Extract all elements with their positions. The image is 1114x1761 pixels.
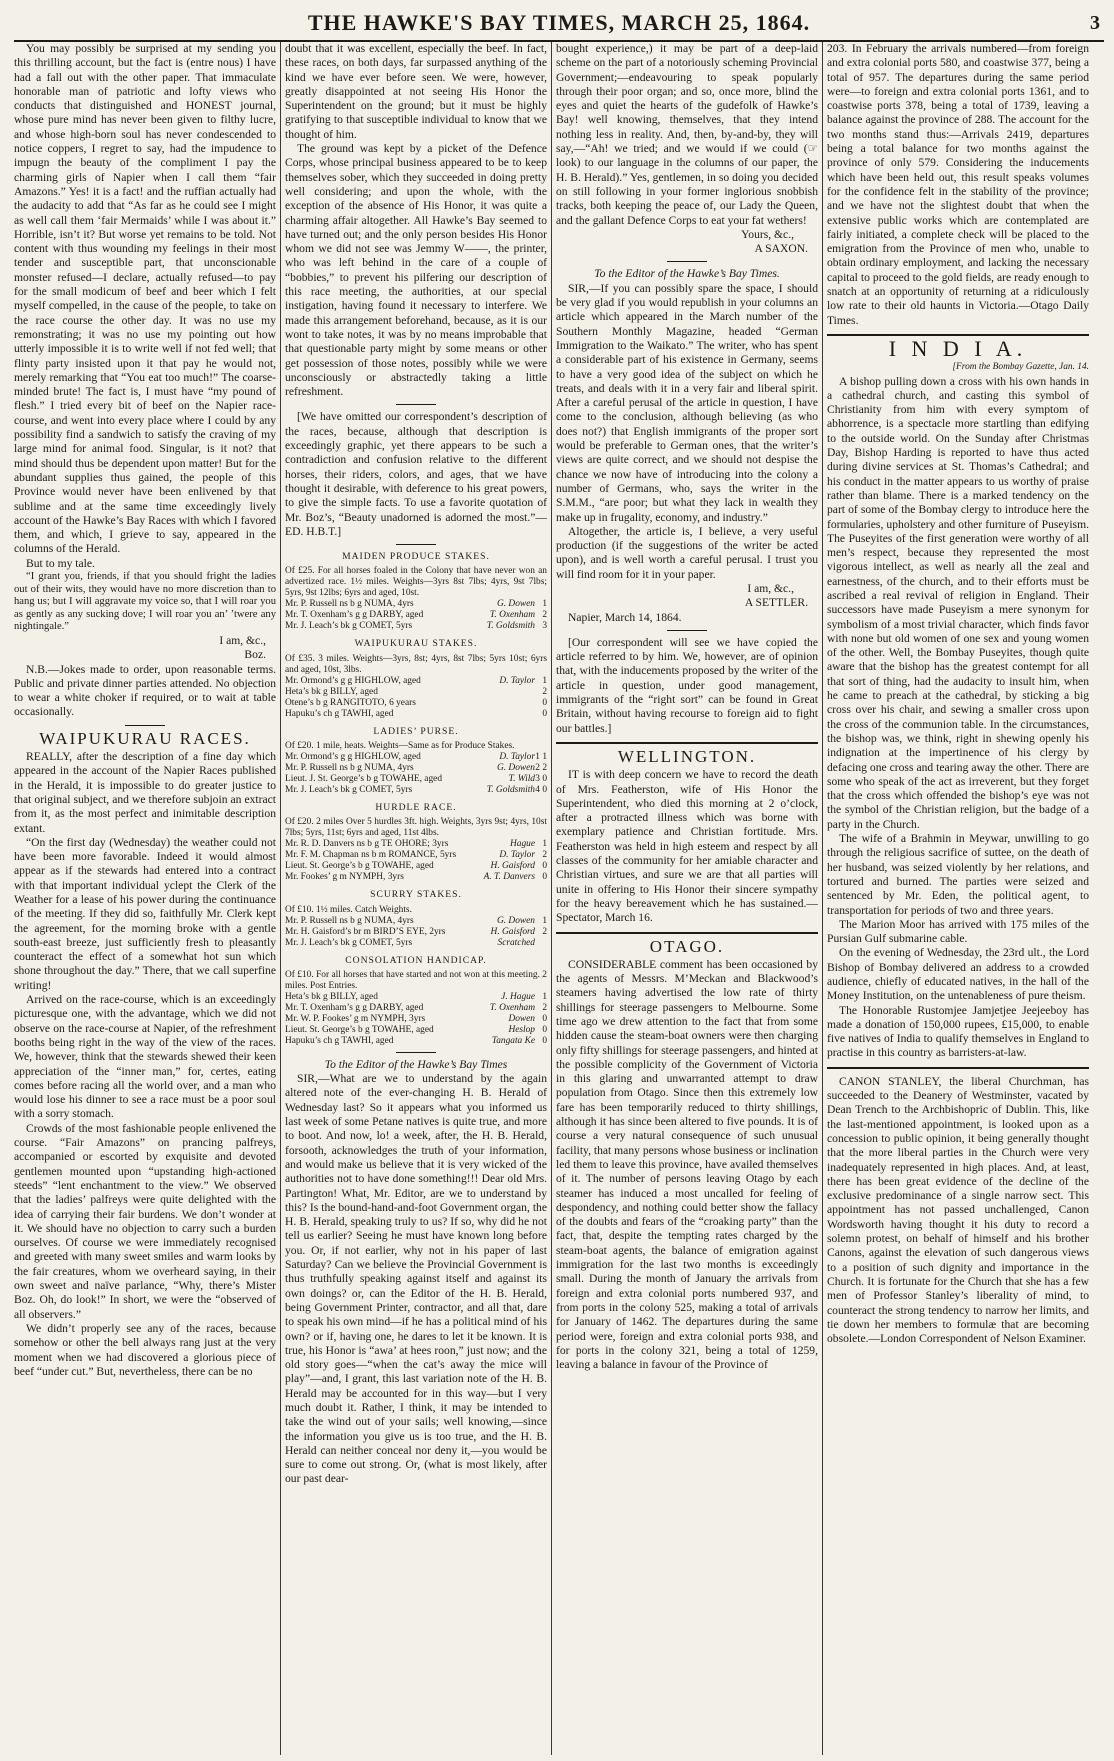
article-paragraph: CANON STANLEY, the liberal Churchman, has succeeded to the Deanery of Westminster, vacated by Dean Trench to the Archbishopric of Dublin. This, like the last-mentioned appointment, is looked upon as a concession to public opinion, it being generally thought that the more liberal parties in the Church were very inadequately represented in high places. And, at least, there has been great evidence of the decline of the exclusive predominance of a single narrow sect. This appointment has not passed unchallenged, Canon Wordsworth having thought it his duty to record a solemn protest, on behalf of himself and his brother Canons, against the elevation of such dangerous views to a position of such dignity and importance in the Church. It is fortunate for the Church that she has a few men of Professor Stanley’s liberality of mind, to counteract the strong tendency to narrow her limits, and tie down her members to formulæ that are becoming obsolete.—London Correspondent of Nelson Examiner. xyxy=(827,1074,1089,1346)
letter-signature: Boz. xyxy=(244,648,266,662)
divider xyxy=(396,544,436,545)
horse-name: Hapuku’s ch g TAWHI, aged xyxy=(285,708,394,719)
letter-paragraph: You may possibly be surprised at my sending you this thrilling account, but the fact is (entre nous) I have had a fall out with the other paper. That immaculate honorable man of patriotic and lofty views who conducts that distinguished and HONEST journal, whose pure mind has never been given to filthy lucre, and whose high-born soul has never condescended to notice coppers, I regret to say, had the impudence to impugn the beauty of the compliment I pay the charming girls of Napier when I call them “fair Amazons.” Yes! it is a fact! and the ruffian actually had the audacity to add that “As far as he could see I might as well call them ‘fair Mermaids’ while I was about it.” Horrible, isn’t it? But worse yet remains to be told. Not content with thus wounding my feelings in their most tender and susceptible part, that unconscionable monster refused—I declare, actually refused—to pay for the small modicum of beef and beer which I felt myself compelled, in the cause of the people, to take on the race course the other day. It was no use my remonstrating; it was no use my pointing out how utterly impossible it is to write well if not fed well; that flinty party insisted upon it that pay he would not, merely remarking that “You eat too much!” The coarse-minded brute! The fact is, I must have “my pound of flesh.” I tried every bit of beef on the Napier race-course, and went into every place where I could by any possibility find a sandwich to satisfy the craving of my large mind for animal food. Singular, is it not? that mind should thus be dependent upon matter! But for the abundant supplies thus gained, the people of this Province would never have been enlivened by that sublime and at the same time exceedingly lively account of the Hawke’s Bay Races with which I favored them, and which, I grieve to say, appeared in the columns of the Herald. xyxy=(14,42,276,556)
jockey-name: Tangata Ke xyxy=(491,1035,535,1046)
article-byline: [From the Bombay Gazette, Jan. 14. xyxy=(952,362,1089,373)
placing: 0 xyxy=(542,1035,547,1046)
race-entry xyxy=(285,610,547,621)
race-entry xyxy=(285,709,547,720)
letter-heading: To the Editor of the Hawke’s Bay Times. xyxy=(594,267,780,281)
race-conditions: Of £25. For all horses foaled in the Colony that have never won an advertized race. 1½ miles. Weights—3yrs 8st 7lbs; 4yrs, 9st 7lbs; 5yrs, 9st 12lbs; 6yrs and aged, 10st. xyxy=(285,566,547,599)
article-paragraph: “On the first day (Wednesday) the weather could not have been more favorable. Indeed it would almost appear as if the stewards had entered into a contract with that important individual yclept the Clerk of the Weather for a lease of his power during the continuance of the meeting. If they did so, faithfully Mr. Clerk kept the agreement, for the morning broke with a gentle south-east breeze, just sufficiently fresh to pleasantly counteract the effect of a somewhat hot sun which shone throughout the day.” There, that we call superfine writing! xyxy=(14,835,276,992)
letter-paragraph: SIR,—If you can possibly spare the space, I should be very glad if you would republish in your columns an article which appeared in the March number of the Southern Monthly Magazine, headed “German Immigration to the Waikato.” The writer, who has spent a considerable part of his existence in Germany, seems to have a very good idea of the subject on which he treats, and deals with it in a very fair and liberal spirit. After a careful perusal of the article in question, I have come to the conclusion, although believing (as who does not?) that English immigrants of the proper sort would be preferable to German ones, that the writer’s views are quite correct, and we should not despise the chance we now have of introducing into the colony a number of Germans, who, says the writer in the S.M.M., “are poor; but what they lack in wealth they make up in frugality, economy, and industry.” xyxy=(556,281,818,524)
horse-name: Lieut. J. St. George’s b g TOWAHE, aged xyxy=(285,773,443,784)
placing: 2 2 xyxy=(535,762,547,773)
jockey-name: Heslop xyxy=(508,1024,535,1035)
race-entry xyxy=(285,927,547,938)
column-2 xyxy=(285,42,547,1755)
jockey-name: T. Goldsmith xyxy=(486,784,535,795)
column-3 xyxy=(556,42,818,1755)
columns xyxy=(14,42,1104,1755)
placing: 2 xyxy=(542,610,547,621)
race-entry xyxy=(285,1014,547,1025)
article-paragraph: CONSIDERABLE comment has been occasioned by the agents of Messrs. M’Meckan and Blackwood’s steamers having advertised the low rate of thirty shillings for steerage passengers to Melbourne. Some time ago we drew attention to the fact that from some hidden cause the steam-boat owners were then charging only fifty shillings for steerage passengers, and hinted at the possible complicity of the Government of Victoria in this glaring and unwarranted attempt to draw population from Otago. Since then this extremely low fare has been temporarily reduced to thirty shillings, although it has since been altered to five pounds. It is of course a very natural consequence of such unusual facility, that many persons whose business or inclination led them to leave this province, have availed themselves of it. The number of persons leaving Otago by each steamer has induced a most uncalled for feeling of despondency, and nothing could better show the fallacy of the doubts and fears of the “croaking party” than the fact, that, despite the tempting rates charged by the steam-boat agents, the balance of emigration against immigration for the last two months is exceedingly small. During the month of January the arrivals from foreign and extra colonial ports numbered 937, and from ports in the colony 525, making a total of arrivals for January of 1462. The departures during the same period were, foreign and extra colonial ports 938, and for ports in the colony 321, being a total of 1259, leaving a balance in favour of the Province of xyxy=(556,957,818,1372)
placing: 1 xyxy=(542,599,547,610)
race-title: WAIPUKURAU STAKES. xyxy=(354,638,478,650)
jockey-name: T. Wild xyxy=(508,773,535,784)
race-entry xyxy=(285,763,547,774)
horse-name: Mr. J. Leach’s bk g COMET, 5yrs xyxy=(285,937,413,948)
placing: 0 xyxy=(542,1024,547,1035)
jockey-name: D. Taylor xyxy=(499,751,535,762)
article-paragraph: Arrived on the race-course, which is an exceedingly picturesque one, with the advantage, which we did not observe on the race-course at Napier, of the refreshment booths being right in the way of the view of the races. We, however, think that the stewards shewed their keen appreciation of the “inner man,” for, certes, eating comes before racing all the world over, and a man who would lose his dinner to see a race must be a poor soul with a sorry stomach. xyxy=(14,993,276,1121)
jockey-name: G. Dowen xyxy=(496,762,535,773)
jockey-name: Scratched xyxy=(497,937,535,948)
letter-signature: A SETTLER. xyxy=(744,596,808,610)
jockey-name: D. Taylor xyxy=(499,675,535,686)
letter-signature: A SAXON. xyxy=(754,242,808,256)
horse-name: Mr. F. M. Chapman ns b m ROMANCE, 5yrs xyxy=(285,850,457,861)
verse-quote: “I grant you, friends, if that you should fright the ladies out of their wits, they would have no more discretion than to hang us; but I will aggravate my voice so, that I will roar you as gently as any sucking dove; I will roar you an’ ’twere any nightingale.” xyxy=(14,570,276,633)
horse-name: Mr. P. Russell ns b g NUMA, 4yrs xyxy=(285,762,414,773)
letter-paragraph: bought experience,) it may be part of a deep-laid scheme on the part of a notoriously scheming Provincial Government;—endeavouring to speak popularly through their poor organ; and so, once more, blind the eyes and quiet the hearts of the gudefolk of Hawke’s Bay! well knowing, themselves, that they intend nothing less in reality. And, then, by-and-by, they will say,—“Ah! we tried; and we would if we could (☞ look) to our language in the columns of our paper, the H. B. Herald).” Yes, gentlemen, in so doing you decided on still following in your former inglorious snobbish tracks, both keeping the peace of, our Lady the Queen, and the gallant Defence Corps to eat your fat wethers! xyxy=(556,42,818,227)
race-conditions: Of £10. 1½ miles. Catch Weights. xyxy=(285,904,412,915)
horse-name: Mr. J. Leach’s bk g COMET, 5yrs xyxy=(285,784,413,795)
article-paragraph: We didn’t properly see any of the races, because somehow or other the bell always rang just at the very moment when we had discovered a glorious piece of beef “under cut.” But, nevertheless, there can be no xyxy=(14,1321,276,1378)
horse-name: Lieut. St. George’s b g TOWAHE, aged xyxy=(285,1024,434,1035)
race-entry xyxy=(285,676,547,687)
placing: 4 0 xyxy=(535,784,547,795)
race-entry xyxy=(285,861,547,872)
race-title: MAIDEN PRODUCE STAKES. xyxy=(342,551,490,563)
race-entry xyxy=(285,1036,547,1047)
section-rule xyxy=(556,932,818,934)
placing: 3 0 xyxy=(535,773,547,784)
section-rule xyxy=(556,742,818,744)
divider xyxy=(125,725,165,726)
article-paragraph: The Honorable Rustomjee Jamjetjee Jeejeeboy has made a donation of 150,000 rupees, £15,000, to enable five natives of India to qualify themselves in England to practise in this country as barristers-at-law. xyxy=(827,1003,1089,1060)
jockey-name: T. Oxenham xyxy=(489,1002,535,1013)
race-results xyxy=(285,550,547,1047)
jockey-name: G. Dowen xyxy=(496,915,535,926)
placing: 1 xyxy=(542,991,547,1002)
column-rule xyxy=(551,42,552,1755)
divider xyxy=(396,1052,436,1053)
placing: 1 1 xyxy=(535,751,547,762)
placing: 1 xyxy=(542,839,547,850)
race-title: HURDLE RACE. xyxy=(375,801,457,813)
letter-closing: I am, &c., xyxy=(747,581,794,595)
placing: 0 xyxy=(542,861,547,872)
horse-name: Mr. T. Oxenham’s g g DARBY, aged xyxy=(285,1002,424,1013)
horse-name: Mr. R. D. Danvers ns b g TE OHORE; 3yrs xyxy=(285,839,449,850)
placing: 2 xyxy=(542,686,547,697)
horse-name: Mr. Ormond’s g g HIGHLOW, aged xyxy=(285,675,421,686)
column-1 xyxy=(14,42,276,1755)
letter-heading: To the Editor of the Hawke’s Bay Times xyxy=(324,1057,508,1071)
race-entry xyxy=(285,850,547,861)
masthead-title: THE HAWKE'S BAY TIMES, MARCH 25, 1864. xyxy=(307,10,811,35)
article-paragraph: On the evening of Wednesday, the 23rd ult., the Lord Bishop of Bombay delivered an address to a crowded audience, chiefly of educated natives, in the hall of the Money Institution, on the untenableness of pure theism. xyxy=(827,946,1089,1003)
letter-paragraph: Altogether, the article is, I believe, a very useful production (if the suggestions of the writer be acted upon), and is well worth a careful perusal. I trust you will find room for it in your paper. xyxy=(556,524,818,581)
section-heading: WAIPUKURAU RACES. xyxy=(39,728,251,748)
jockey-name: H. Gaisford xyxy=(490,861,535,872)
race-conditions: Of £20. 2 miles Over 5 hurdles 3ft. high. Weights, 3yrs 9st; 4yrs, 10st 7lbs; 5yrs, 11st; 6yrs and aged, 11st 4lbs. xyxy=(285,817,547,839)
race-entry xyxy=(285,752,547,763)
race-entry xyxy=(285,938,547,949)
placing: 0 xyxy=(542,872,547,883)
horse-name: Mr. J. Leach’s bk g COMET, 5yrs xyxy=(285,621,413,632)
jockey-name: Hague xyxy=(510,839,535,850)
column-rule xyxy=(280,42,281,1755)
jockey-name: J. Hague xyxy=(501,991,535,1002)
letter-postscript: N.B.—Jokes made to order, upon reasonable terms. Public and private dinner parties attended. No objection to wear a white choker if required, or to wait at table occasionally. xyxy=(14,662,276,719)
race-title: SCURRY STAKES. xyxy=(370,889,462,901)
placing: 0 xyxy=(542,697,547,708)
article-paragraph: 203. In February the arrivals numbered—from foreign and extra colonial ports 580, and coastwise 377, being a total of 957. The departures during the same period were—to foreign and extra colonial ports 1361, and to coastwise ports 378, being a total of 1739, leaving a balance against the province of 288. The account for the two months stand thus:—Arrivals 2419, departures being a total balance for two months against the province of only 579. Considering the inducements which have been held out, this result speaks volumes for the confidence felt in the stability of the province; and we have not the slightest doubt that when the extensive public works which are contemplated are fairly initiated, a complete check will be placed to the emigration from the Province of men who, unable to obtain ordinary employment, and lacking the necessary capital to proceed to the gold fields, are ready enough to snatch at an opportunity of returning at a ridiculously low rate to their old haunts in Victoria.—Otago Daily Times. xyxy=(827,42,1089,327)
race-entry xyxy=(285,839,547,850)
section-rule xyxy=(827,1067,1089,1069)
page-number: 3 xyxy=(1090,12,1100,34)
horse-name: Lieut. St. George’s b g TOWAHE, aged xyxy=(285,861,434,872)
race-entry xyxy=(285,992,547,1003)
divider xyxy=(396,404,436,405)
horse-name: Hapuku’s ch g TAWHI, aged xyxy=(285,1035,394,1046)
horse-name: Mr. P. Russell ns b g NUMA, 4yrs xyxy=(285,599,414,610)
horse-name: Mr. Ormond’s g g HIGHLOW, aged xyxy=(285,751,421,762)
race-entry xyxy=(285,621,547,632)
placing: 0 xyxy=(542,1013,547,1024)
jockey-name: D. Taylor xyxy=(499,850,535,861)
section-heading: OTAGO. xyxy=(649,936,725,956)
divider xyxy=(667,261,707,262)
horse-name: Mr. W. P. Fookes’ g m NYMPH, 3yrs xyxy=(285,1013,426,1024)
article-paragraph: A bishop pulling down a cross with his own hands in a cathedral church, and casting this symbol of Christianity from him with every symptom of abhorrence, is a spectacle more startling than edifying to the outside world. On the Sunday after Christmas Day, Bishop Harding is reported to have thus acted during divine services at St. Thomas’s Cathedral; and his conduct in the matter appears to us worthy of praise rather than blame. There is a marked tendency on the part of some of the Bombay clergy to introduce here the formularies, upholstery and other furniture of Puseyism. The Puseyites of the first generation were worthy of all men’s respect, because they represented the most vigorous intellect, as well as nearly all the zeal and earnestness, of the church, and to their efforts must be ascribed a real revival of religion in England. Their successors have made Puseyism a mere synonym for symbolism of a most trivial character, which finds favor with none but old women of one sex and young women of the other. Well, the Bombay Puseyites, though quite aware that the bishop has the greatest contempt for all that sort of thing, had the audacity to insult him, when he came to preach at the cathedral, by sticking a big cross over his chair, and sewing a smaller cross upon the cross of the communion table. In the circumstances, the bishop was, we think, right in shewing openly his indignation at the impertinence of his clergy by defacing one cross and tearing away the other. There are some who speak of the act as irreverent, but they forget that the cross which offended the bishop’s eye was not the symbol of the Christian religion, but the badge of a party in the Church. xyxy=(827,374,1089,831)
race-entry xyxy=(285,1025,547,1036)
letter-dateline: Napier, March 14, 1864. xyxy=(568,610,682,624)
race-entry xyxy=(285,774,547,785)
section-heading: WELLINGTON. xyxy=(617,746,757,766)
race-entry xyxy=(285,785,547,796)
letter-closing: Yours, &c., xyxy=(741,227,794,241)
article-paragraph: IT is with deep concern we have to record the death of Mrs. Featherston, wife of His Honor the Superintendent, who died this morning at 2 o’clock, after a protracted illness which was borne with exemplary patience and Christian fortitude. Mrs. Featherston was held in high esteem and respect by all classes of the community for her amiable character and Christian virtues, and sure we are that all parties will unite in offering to His Honor their sincere sympathy for the heavy bereavement which he has sustained.—Spectator, March 16. xyxy=(556,768,818,925)
divider xyxy=(667,630,707,631)
article-paragraph: Crowds of the most fashionable people enlivened the course. “Fair Amazons” on prancing palfreys, accompanied or escorted by exquisite and devoted gentlemen mounted upon “upstanding high-actioned steeds” “lent enchantment to the view.” We observed that the ladies’ palfreys were quite delighted with the idea of carrying their fair burdens. We don’t wonder at it. We should have no objection to carry such a burden ourselves. Of course we were immediately recognised and greeted with many sweet smiles and warm looks by the fair creatures, whom we overheard saying, in their own sweet and naïve parlance, “Why, there’s Mister Boz. Oh, do look!” In short, we were the “observed of all observers.” xyxy=(14,1121,276,1321)
placing: 1 xyxy=(542,915,547,926)
jockey-name: T. Goldsmith xyxy=(486,621,535,632)
placing xyxy=(535,938,547,949)
placing: 0 xyxy=(542,708,547,719)
article-paragraph: The wife of a Brahmin in Meywar, unwilling to go through the religious sacrifice of suttee, on the death of her husband, was seized violently by her relations, and tortured and burned. The parties were seized and sentenced by Mr. Eden, the political agent, to transportation for periods of two and three years. xyxy=(827,832,1089,917)
placing: 2 xyxy=(542,1002,547,1013)
race-entry xyxy=(285,698,547,709)
placing: 1 xyxy=(542,675,547,686)
race-entry xyxy=(285,687,547,698)
jockey-name: H. Gaisford xyxy=(490,926,535,937)
letter-paragraph: SIR,—What are we to understand by the again altered note of the ever-changing H. B. Herald of Wednesday last? So it appears what you informed us last week of some Petane natives is quite true, and more to boot. And now, lo! a week, after, the H. B. Herald, forsooth, acknowledges the truth of your information, and would make us believe that it is very wicked of the authorities not to have done something!!! Dear old Mrs. Partington! What, Mr. Editor, are we to understand by this? Is the bound-hand-and-foot Government organ, the H. B. Herald, speaking truly to us? If so, why did he not tell us earlier? Seeing he must have known long before you. Or, if not earlier, why not in his paper of last Saturday? Can we believe the Provincial Government is thus truthfully speaking against itself and against its own doings? or, can the Editor of the H. B. Herald, being Government Printer, contractor, and all that, dare to speak his own mind—if he has a political mind of his own? or if, having one, he dares to let it be known. It is true, his Honor is “awa’ at hees roon,” just now; and the old story goes—“when the cat’s away the mice will play”—and, I grant, this last variation note of the H. B. Herald may be accounted for in this way—but I very much doubt it. Rather, I think, it may be intended to take the wind out of your sails; well knowing,—since the information you give us is too true, and the H. B. Herald can neither conceal nor deny it,—you would be sure to come out strong. Or, (what is most likely, after our past dear- xyxy=(285,1072,547,1486)
article-paragraph: doubt that it was excellent, especially the beef. In fact, these races, on both days, far surpassed anything of the kind we have ever before seen. We were, however, greatly disappointed at not seeing His Honor the Superintendent on the ground; but it must be highly gratifying to that susceptible individual to know that we thought of him. xyxy=(285,42,547,141)
horse-name: Mr. P. Russell ns b g NUMA, 4yrs xyxy=(285,915,414,926)
horse-name: Mr. H. Gaisford’s br m BIRD’S EYE, 2yrs xyxy=(285,926,446,937)
race-conditions: Of £10. For all horses that have started and not won at this meeting. 2 miles. Post Entries. xyxy=(285,969,547,991)
race-entry xyxy=(285,599,547,610)
article-paragraph: REALLY, after the description of a fine day which appeared in the account of the Napier Races published in the Herald, it is impossible to do greater justice to that original subject, and we therefore subjoin an extract from it, as the most perfect and inimitable description extant. xyxy=(14,750,276,835)
race-entry xyxy=(285,872,547,883)
horse-name: Heta’s bk g BILLY, aged xyxy=(285,686,378,697)
jockey-name: G. Dowen xyxy=(496,599,535,610)
race-conditions: Of £20. 1 mile, heats. Weights—Same as for Produce Stakes. xyxy=(285,740,515,751)
jockey-name: T. Oxenham xyxy=(489,610,535,621)
race-conditions: Of £35. 3 miles. Weights—3yrs, 8st; 4yrs, 8st 7lbs; 5yrs 10st; 6yrs and aged, 10st, 3lbs. xyxy=(285,653,547,675)
jockey-name: A. T. Danvers xyxy=(483,872,535,883)
column-rule xyxy=(822,42,823,1755)
race-title: CONSOLATION HANDICAP. xyxy=(345,954,487,966)
letter-closing: I am, &c., xyxy=(219,633,266,647)
editor-note: [Our correspondent will see we have copied the article referred to by him. We, however, are of opinion that, with the inducements proposed by the writer of the article in question, under good management, immigrants of the “right sort” can be found in Great Britain, without having recourse to foreign aid to fight our battles.] xyxy=(556,635,818,735)
section-heading: I N D I A. xyxy=(888,335,1028,361)
horse-name: Mr. Fookes’ g m NYMPH, 3yrs xyxy=(285,872,404,883)
placing: 3 xyxy=(542,621,547,632)
race-title: LADIES’ PURSE. xyxy=(373,725,459,737)
race-entry xyxy=(285,1003,547,1014)
placing: 2 xyxy=(542,850,547,861)
letter-paragraph: But to my tale. xyxy=(26,556,95,570)
horse-name: Heta’s bk g BILLY, aged xyxy=(285,991,378,1002)
horse-name: Otene’s b g RANGITOTO, 6 years xyxy=(285,697,416,708)
masthead xyxy=(14,6,1104,42)
jockey-name: Dowen xyxy=(508,1013,535,1024)
placing: 2 xyxy=(542,926,547,937)
article-paragraph: The Marion Moor has arrived with 175 miles of the Pursian Gulf submarine cable. xyxy=(827,917,1089,946)
article-paragraph: The ground was kept by a picket of the Defence Corps, whose principal business appeared to be to keep themselves sober, which they succeeded in doing pretty well considering; and upon the whole, with the exception of the absence of His Honor, it was quite a charming affair altogether. All Hawke’s Bay seemed to have turned out; and the only person besides His Honor whom we did not see was Jemmy W——, the printer, who was left behind in the care of a couple of “bobbies,” to prevent his pilfering our description of this race meeting, the authorities, at our special instigation, having found it necessary to interfere. We made this arrangement beforehand, because, as it is our wont to take notes, it was by no means improbable that that questionable party might by some means or other get possession of those notes, possibly while we were unconsciously or abstractedly taking a little refreshment. xyxy=(285,142,547,399)
race-entry xyxy=(285,916,547,927)
horse-name: Mr. T. Oxenham’s g g DARBY, aged xyxy=(285,610,424,621)
column-4 xyxy=(827,42,1089,1755)
editor-note: [We have omitted our correspondent’s description of the races, because, although that description is exceedingly graphic, yet there appears to be such a contradiction and confusion relative to the different horses, their riders, colors, and ages, that we have thought it desirable, with deference to his great powers, to give the simple facts. To use a favorite quotation of Mr. Boz’s, “Beauty unadorned is adorned the most.”—ED. H.B.T.] xyxy=(285,410,547,538)
